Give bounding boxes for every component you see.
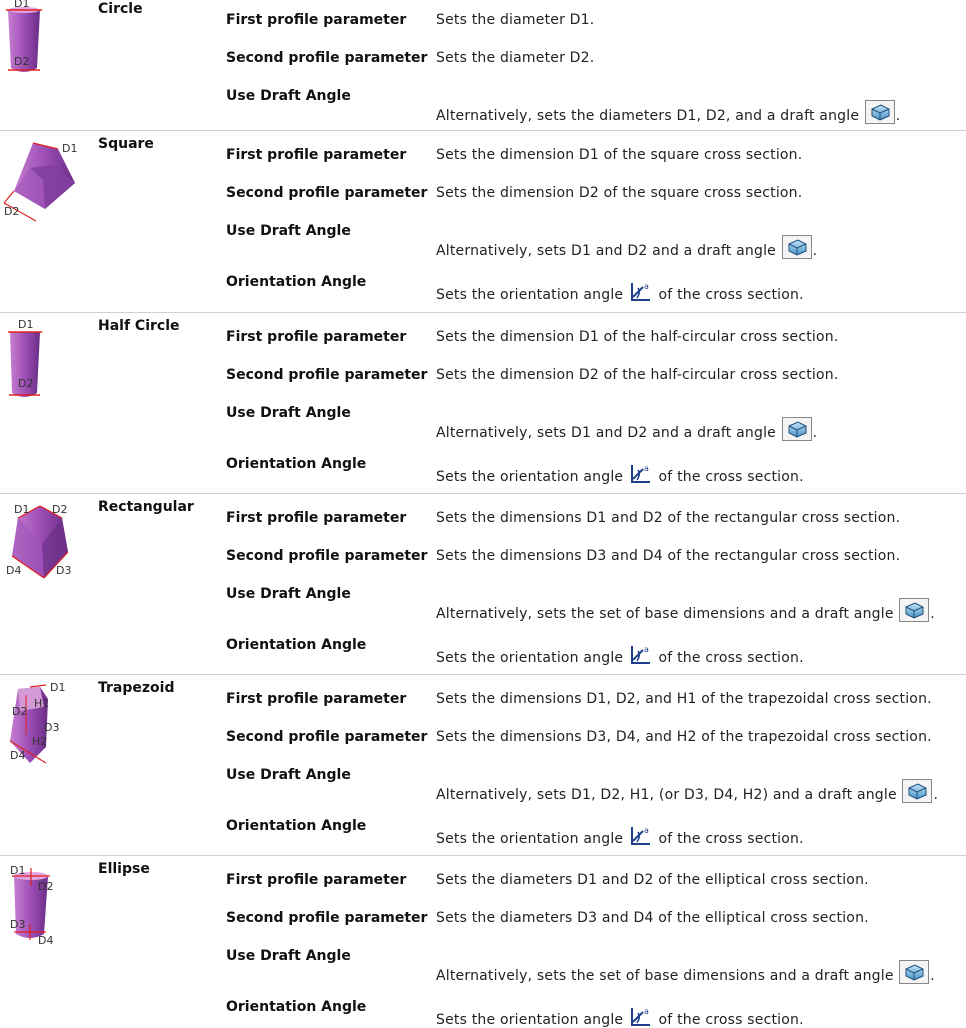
diagram-label: H1: [34, 697, 50, 710]
param-description: Sets the dimensions D3, D4, and H2 of the trapezoidal cross section.: [436, 729, 932, 745]
param-label: Orientation Angle: [226, 818, 367, 834]
param-label: First profile parameter: [226, 147, 407, 163]
diagram-label: D4: [10, 749, 26, 762]
diagram-label: D1: [50, 681, 66, 694]
draft-angle-icon[interactable]: [782, 417, 812, 441]
svg-text:a: a: [643, 282, 649, 291]
section-trapezoid: [0, 675, 966, 855]
param-label: Orientation Angle: [226, 637, 367, 653]
param-label: Use Draft Angle: [226, 948, 351, 964]
diagram-label: D1: [10, 864, 26, 877]
param-description: [436, 598, 935, 622]
diagram-label: D2: [38, 880, 54, 893]
param-description: [436, 235, 817, 259]
shape-name: Ellipse: [98, 861, 150, 877]
diagram-label: D4: [6, 564, 22, 577]
param-label: Use Draft Angle: [226, 767, 351, 783]
param-description: Sets the dimension D2 of the square cross section.: [436, 185, 803, 201]
punctuation: .: [812, 243, 818, 259]
diagram-label: D2: [14, 55, 30, 68]
circle-profile-diagram: [0, 0, 72, 90]
shape-name: Trapezoid: [98, 680, 175, 696]
param-label: Use Draft Angle: [226, 405, 351, 421]
diagram-label: D2: [18, 377, 34, 390]
draft-angle-text: Alternatively, sets D1, D2, H1, (or D3, D4, H2) and a draft angle: [436, 787, 897, 803]
param-label: Second profile parameter: [226, 548, 428, 564]
param-label: First profile parameter: [226, 329, 407, 345]
param-description: Sets the dimensions D3 and D4 of the rectangular cross section.: [436, 548, 901, 564]
punctuation: .: [933, 787, 939, 803]
diagram-label: D2: [4, 205, 20, 218]
shape-name: Circle: [98, 1, 143, 17]
orientation-angle-icon[interactable]: [629, 644, 653, 666]
shape-name: Square: [98, 136, 154, 152]
orientation-text: Sets the orientation angle: [436, 831, 624, 847]
square-profile-diagram: [0, 135, 78, 227]
section-circle: [0, 0, 966, 130]
param-label: Second profile parameter: [226, 729, 428, 745]
param-label: First profile parameter: [226, 872, 407, 888]
param-description: Sets the dimension D1 of the half-circular cross section.: [436, 329, 839, 345]
punctuation: .: [930, 968, 935, 984]
orientation-text: Sets the orientation angle: [436, 287, 624, 303]
param-description: [436, 779, 938, 803]
draft-angle-text: Alternatively, sets D1 and D2 and a draft angle: [436, 425, 776, 441]
param-description: [436, 417, 817, 441]
param-description: [436, 281, 804, 303]
svg-text:a: a: [643, 826, 649, 835]
param-label: First profile parameter: [226, 691, 407, 707]
param-description: [436, 100, 900, 124]
draft-angle-icon[interactable]: [899, 598, 929, 622]
trapezoid-profile-diagram: [0, 677, 72, 769]
shape-name: Half Circle: [98, 318, 180, 334]
diagram-label: D1: [62, 142, 78, 155]
param-description: Sets the dimensions D1, D2, and H1 of the trapezoidal cross section.: [436, 691, 932, 707]
param-description: Sets the diameters D3 and D4 of the elliptical cross section.: [436, 910, 869, 926]
draft-angle-text: Alternatively, sets D1 and D2 and a draft angle: [436, 243, 776, 259]
ellipse-profile-diagram: [0, 858, 72, 950]
draft-angle-icon[interactable]: [902, 779, 932, 803]
section-ellipse: [0, 856, 966, 1028]
param-label: Use Draft Angle: [226, 223, 351, 239]
diagram-label: D1: [14, 0, 30, 10]
orientation-angle-icon[interactable]: [629, 281, 653, 303]
section-square: [0, 131, 966, 311]
orientation-angle-icon[interactable]: [629, 1006, 653, 1028]
section-half-circle: [0, 313, 966, 493]
param-description: Sets the dimension D2 of the half-circular cross section.: [436, 367, 839, 383]
draft-angle-icon[interactable]: [782, 235, 812, 259]
diagram-label: D4: [38, 934, 54, 947]
param-label: First profile parameter: [226, 510, 407, 526]
diagram-label: D2: [52, 503, 68, 516]
diagram-label: D3: [56, 564, 72, 577]
param-label: Second profile parameter: [226, 185, 428, 201]
param-description: [436, 644, 804, 666]
orientation-angle-icon[interactable]: [629, 825, 653, 847]
svg-text:a: a: [643, 464, 649, 473]
orientation-text-tail: of the cross section.: [658, 469, 804, 485]
param-description: [436, 960, 935, 984]
param-label: Orientation Angle: [226, 456, 367, 472]
param-description: Sets the diameters D1 and D2 of the elliptical cross section.: [436, 872, 869, 888]
orientation-text-tail: of the cross section.: [658, 1012, 804, 1028]
param-label: Second profile parameter: [226, 50, 428, 66]
punctuation: .: [812, 425, 818, 441]
param-label: Second profile parameter: [226, 910, 428, 926]
orientation-text: Sets the orientation angle: [436, 1012, 624, 1028]
diagram-label: H2: [32, 735, 48, 748]
diagram-label: D1: [18, 318, 34, 331]
param-label: First profile parameter: [226, 12, 407, 28]
orientation-text-tail: of the cross section.: [658, 650, 804, 666]
param-label: Orientation Angle: [226, 999, 367, 1015]
punctuation: .: [895, 108, 901, 124]
orientation-text-tail: of the cross section.: [658, 831, 804, 847]
draft-angle-text: Alternatively, sets the diameters D1, D2, and a draft angle: [436, 108, 860, 124]
param-description: Sets the dimension D1 of the square cross section.: [436, 147, 803, 163]
orientation-angle-icon[interactable]: [629, 463, 653, 485]
param-description: Sets the diameter D2.: [436, 50, 595, 66]
param-description: [436, 825, 804, 847]
orientation-text-tail: of the cross section.: [658, 287, 804, 303]
section-rectangular: [0, 494, 966, 674]
param-description: [436, 463, 804, 485]
diagram-label: D3: [10, 918, 26, 931]
diagram-label: D2: [12, 705, 28, 718]
draft-angle-icon[interactable]: [899, 960, 929, 984]
param-label: Use Draft Angle: [226, 586, 351, 602]
rectangular-profile-diagram: [0, 496, 72, 588]
param-description: Sets the dimensions D1 and D2 of the rectangular cross section.: [436, 510, 901, 526]
svg-text:a: a: [643, 645, 649, 654]
param-description: [436, 1006, 804, 1028]
param-label: Second profile parameter: [226, 367, 428, 383]
diagram-label: D3: [44, 721, 60, 734]
punctuation: .: [930, 606, 935, 622]
orientation-text: Sets the orientation angle: [436, 650, 624, 666]
param-label: Use Draft Angle: [226, 88, 351, 104]
svg-text:a: a: [643, 1007, 649, 1016]
half-circle-profile-diagram: [0, 315, 72, 407]
diagram-label: D1: [14, 503, 30, 516]
orientation-text: Sets the orientation angle: [436, 469, 624, 485]
draft-angle-icon[interactable]: [865, 100, 895, 124]
param-description: Sets the diameter D1.: [436, 12, 595, 28]
param-label: Orientation Angle: [226, 274, 367, 290]
shape-name: Rectangular: [98, 499, 194, 515]
draft-angle-text: Alternatively, sets the set of base dimensions and a draft angle: [436, 606, 894, 622]
draft-angle-text: Alternatively, sets the set of base dimensions and a draft angle: [436, 968, 894, 984]
